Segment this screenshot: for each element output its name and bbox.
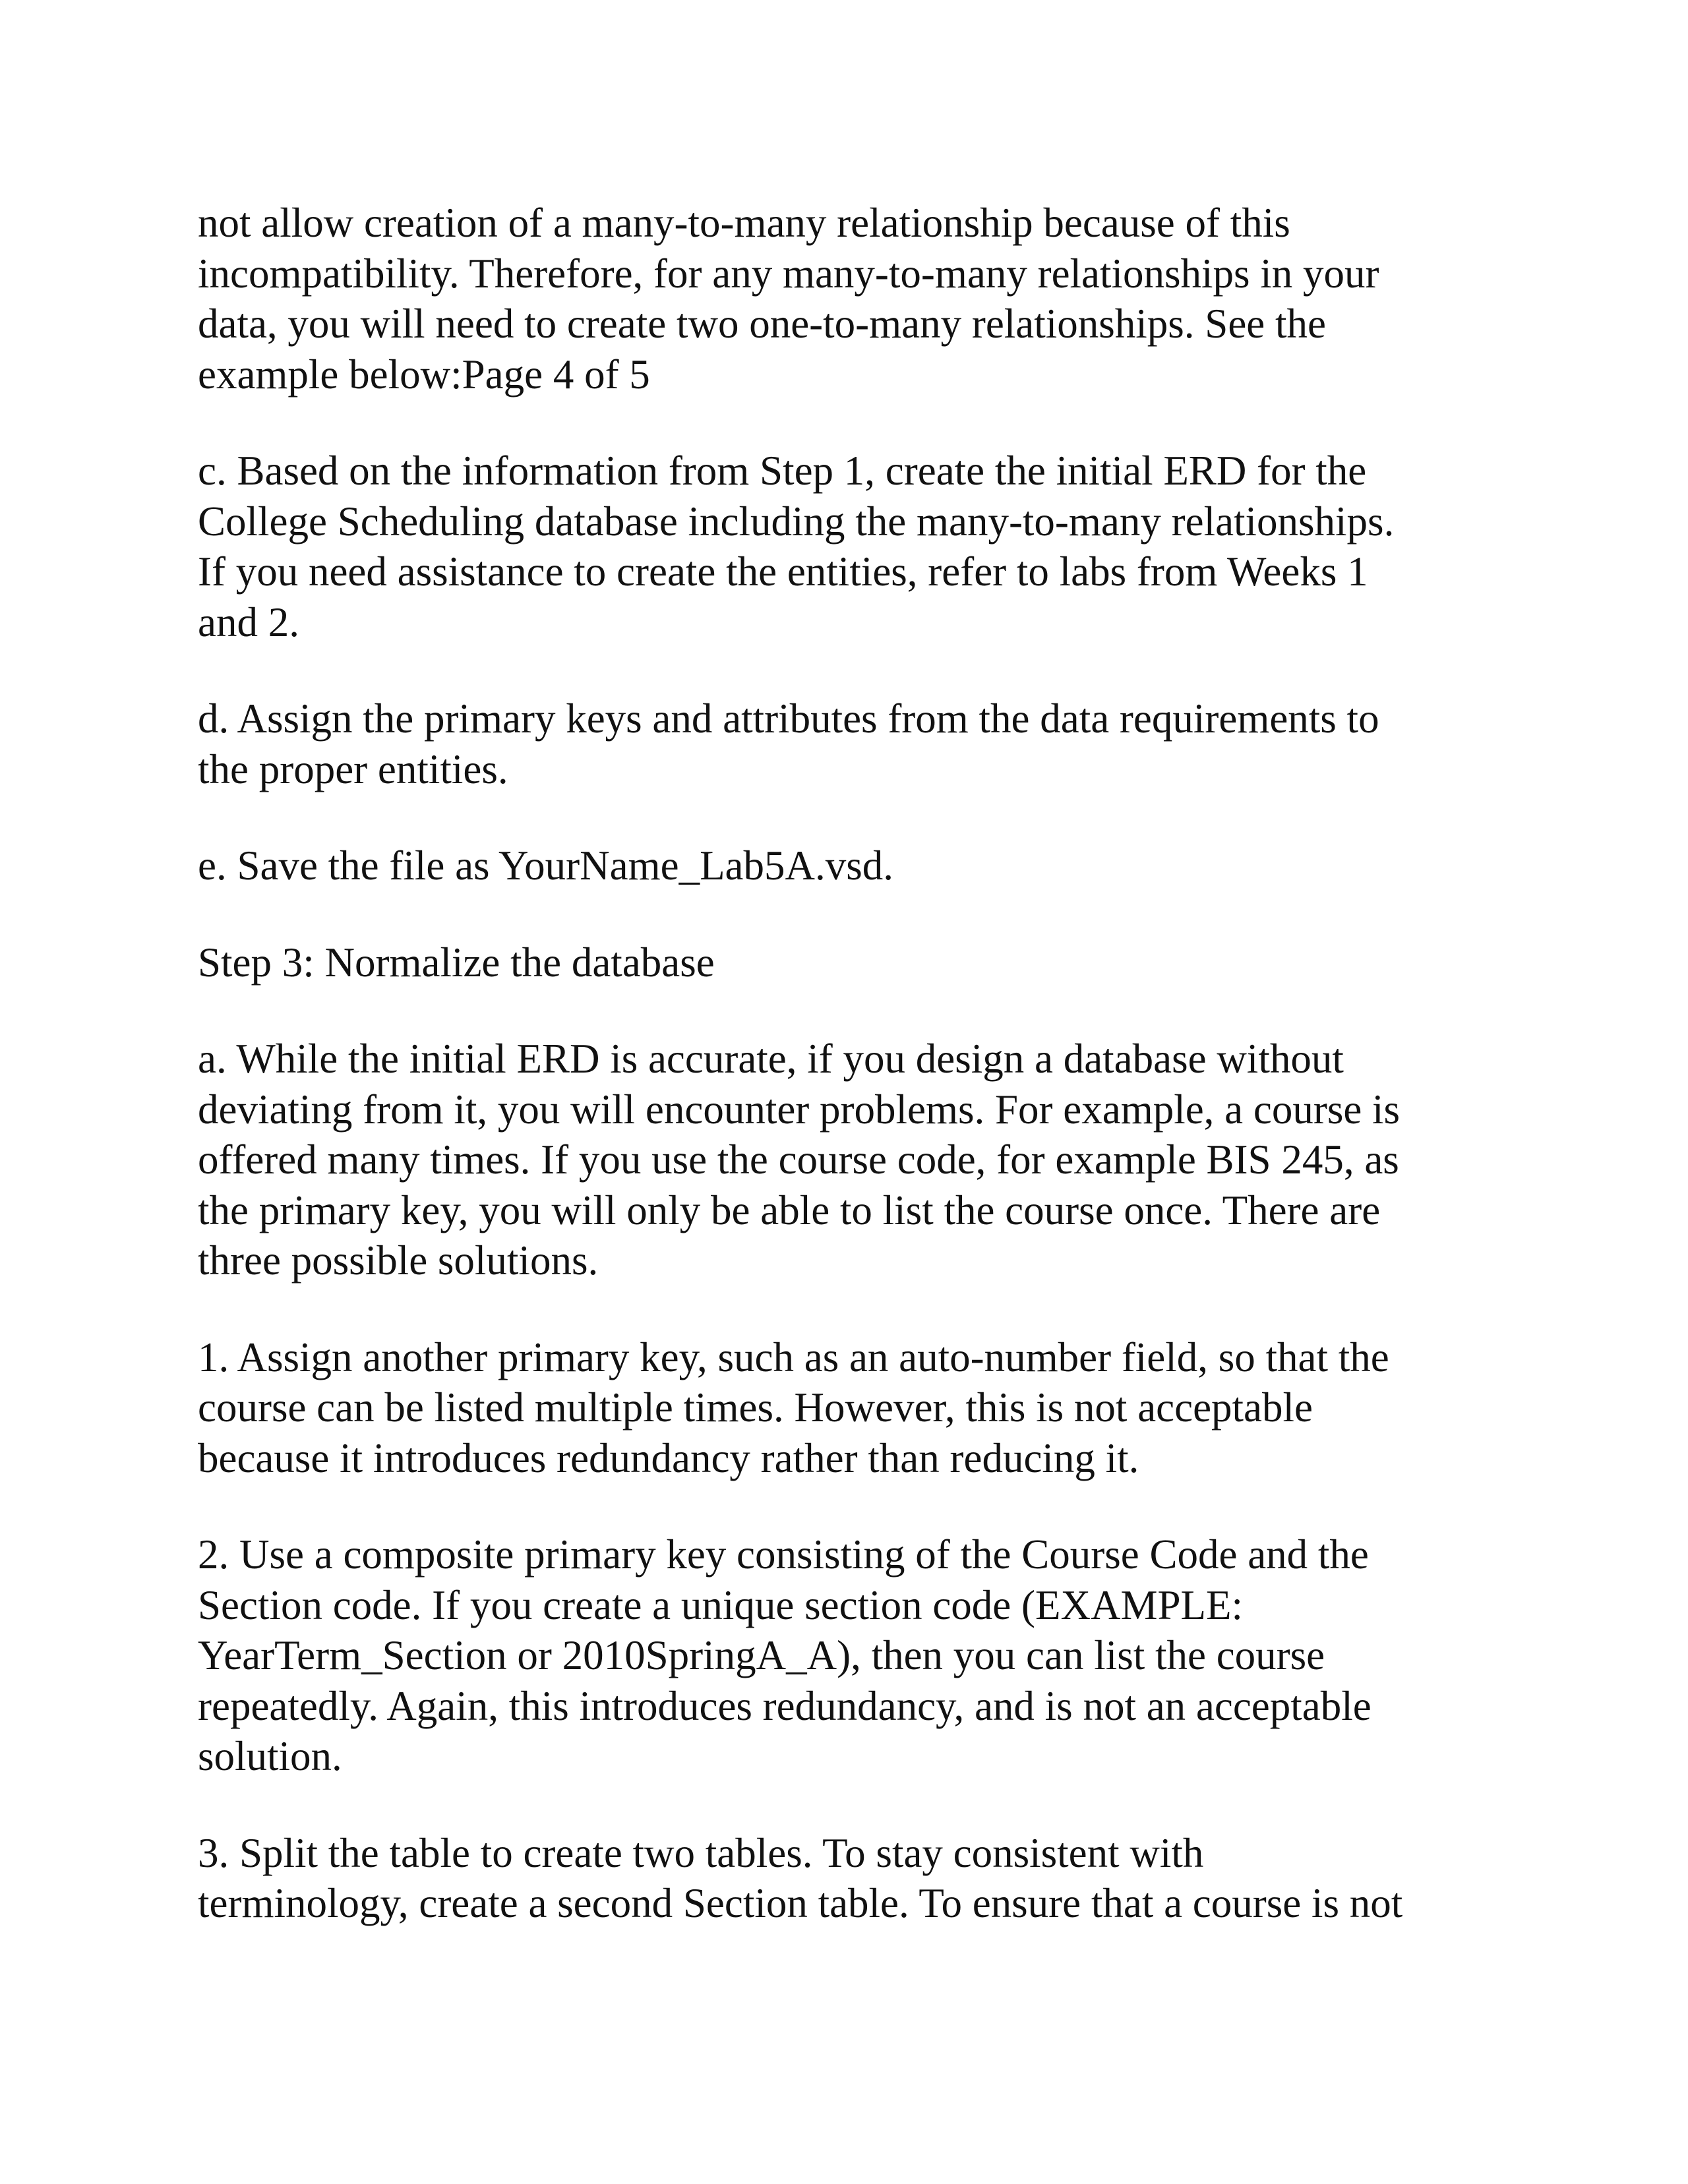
paragraph-step-2d <box>198 694 1517 794</box>
paragraph-solution-2 <box>198 1529 1517 1782</box>
text-line: a. While the initial ERD is accurate, if you design a database without <box>198 1036 1344 1082</box>
text-line: c. Based on the information from Step 1, create the initial ERD for the <box>198 448 1367 494</box>
text-line: repeatedly. Again, this introduces redundancy, and is not an acceptable <box>198 1682 1372 1729</box>
heading-step-3 <box>198 937 1517 988</box>
text-line: example below:Page 4 of 5 <box>198 351 650 398</box>
text-line: d. Assign the primary keys and attributes from the data requirements to <box>198 695 1379 742</box>
text-line: three possible solutions. <box>198 1237 599 1284</box>
text-line: incompatibility. Therefore, for any many-to-many relationships in your <box>198 250 1379 297</box>
text-line: If you need assistance to create the entities, refer to labs from Weeks 1 <box>198 548 1368 595</box>
text-line: the primary key, you will only be able to list the course once. There are <box>198 1187 1381 1233</box>
text-line: 3. Split the table to create two tables. To stay consistent with <box>198 1829 1204 1876</box>
text-line: not allow creation of a many-to-many relationship because of this <box>198 200 1290 246</box>
text-line: 1. Assign another primary key, such as an auto-number field, so that the <box>198 1334 1389 1380</box>
document-body <box>198 198 1517 1975</box>
text-line: e. Save the file as YourName_Lab5A.vsd. <box>198 842 894 889</box>
paragraph-intro-continuation <box>198 198 1517 399</box>
text-line: Step 3: Normalize the database <box>198 939 715 986</box>
text-line: 2. Use a composite primary key consisting of the Course Code and the <box>198 1531 1369 1578</box>
text-line: and 2. <box>198 599 299 645</box>
paragraph-step-2e <box>198 841 1517 891</box>
text-line: deviating from it, you will encounter problems. For example, a course is <box>198 1086 1401 1133</box>
text-line: because it introduces redundancy rather than reducing it. <box>198 1434 1139 1481</box>
paragraph-step-3a <box>198 1034 1517 1286</box>
text-line: offered many times. If you use the course code, for example BIS 245, as <box>198 1136 1399 1183</box>
paragraph-solution-3 <box>198 1828 1517 1929</box>
paragraph-step-2c <box>198 446 1517 647</box>
text-line: course can be listed multiple times. However, this is not acceptable <box>198 1384 1313 1431</box>
text-line: data, you will need to create two one-to-many relationships. See the <box>198 301 1326 347</box>
text-line: solution. <box>198 1733 342 1779</box>
text-line: terminology, create a second Section table. To ensure that a course is not <box>198 1880 1403 1926</box>
text-line: YearTerm_Section or 2010SpringA_A), then you can list the course <box>198 1632 1325 1678</box>
text-line: College Scheduling database including the many-to-many relationships. <box>198 498 1395 545</box>
text-line: Section code. If you create a unique section code (EXAMPLE: <box>198 1581 1243 1628</box>
text-line: the proper entities. <box>198 746 508 792</box>
paragraph-solution-1 <box>198 1332 1517 1484</box>
